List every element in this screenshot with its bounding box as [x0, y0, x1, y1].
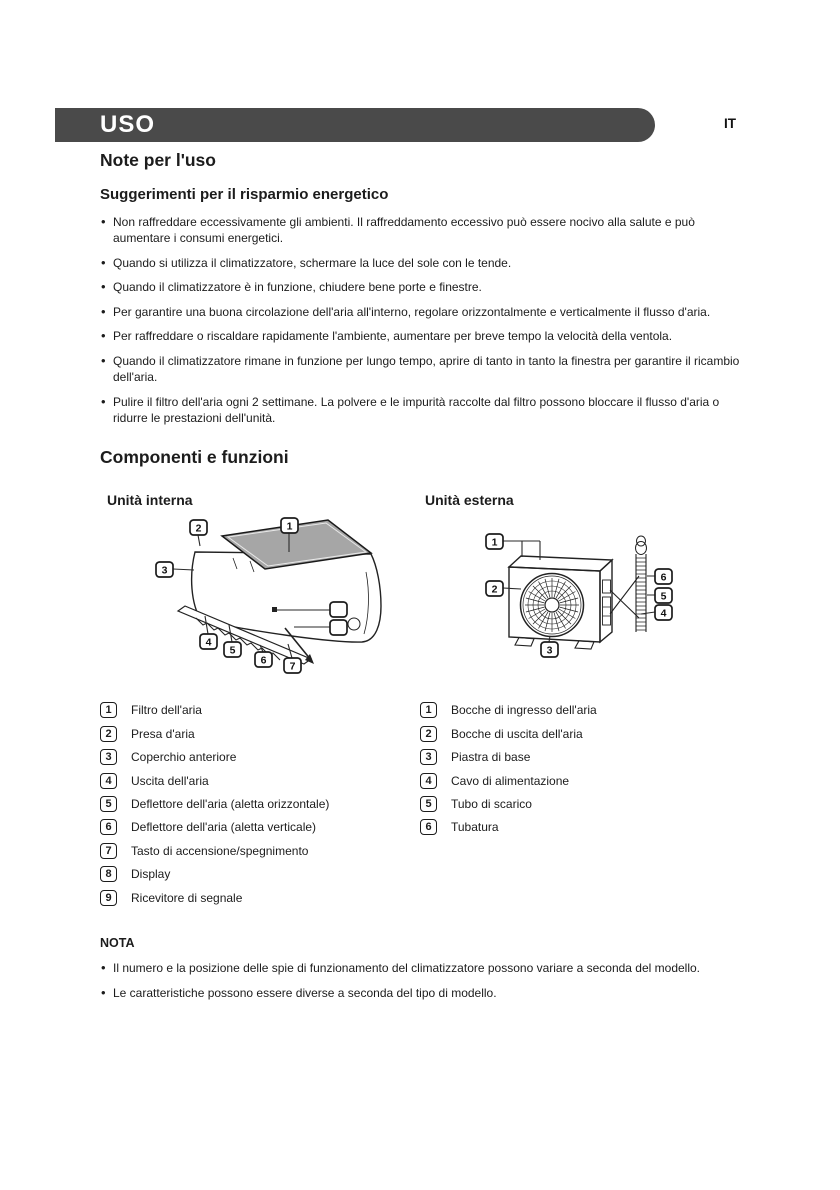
outdoor-front-face: [509, 567, 600, 642]
indoor-unit-drawing: [156, 518, 381, 673]
indoor-callout-6: [255, 652, 272, 667]
legend-num: 4: [420, 773, 437, 789]
outdoor-callout-1: [486, 534, 503, 549]
svg-text:6: 6: [260, 654, 267, 667]
legend-label: Tasto di accensione/spegnimento: [131, 843, 309, 858]
legend-num: 8: [100, 866, 117, 882]
outdoor-callout-4: [655, 605, 672, 620]
indoor-callout-2: [190, 520, 207, 535]
outdoor-unit-diagram: [422, 512, 692, 672]
legend-num: 7: [100, 843, 117, 859]
outdoor-foot: [515, 637, 534, 646]
legend-item: [100, 839, 420, 862]
tip-item: • Quando si utilizza il climatizzatore, schermare la luce del sole con le tende.: [100, 255, 752, 271]
svg-text:5: 5: [660, 590, 667, 603]
page-content: [100, 150, 752, 1009]
legend-label: Bocche di uscita dell'aria: [451, 726, 583, 741]
legend-item: [100, 699, 420, 722]
svg-text:2: 2: [195, 522, 202, 535]
note-list: [100, 960, 752, 1001]
legend-num: 2: [420, 726, 437, 742]
components-heading: Componenti e funzioni: [100, 446, 289, 467]
pipe-corrugated: [636, 536, 647, 632]
outdoor-legend: [420, 699, 752, 910]
outdoor-unit-heading: Unità esterna: [425, 491, 514, 508]
notes-heading: Note per l'uso: [100, 150, 216, 170]
legend-label: Ricevitore di segnale: [131, 890, 243, 905]
legend-label: Piastra di base: [451, 750, 531, 765]
legend-label: Bocche di ingresso dell'aria: [451, 703, 597, 718]
legend-label: Deflettore dell'aria (aletta orizzontale): [131, 797, 330, 812]
svg-text:7: 7: [289, 660, 296, 673]
indoor-callout-blank-bottom: [330, 620, 347, 635]
legend-num: 3: [100, 749, 117, 765]
tip-item: • Quando il climatizzatore è in funzione, chiudere bene porte e finestre.: [100, 279, 752, 295]
legend-item: [420, 816, 752, 839]
legend-num: 5: [420, 796, 437, 812]
fan-grille: [521, 573, 584, 636]
legend-label: Deflettore dell'aria (aletta verticale): [131, 820, 317, 835]
outdoor-callout-6: [655, 569, 672, 584]
tip-item: • Quando il climatizzatore rimane in funzione per lungo tempo, aprire di tanto in tanto la finestra per garantire il ricambio dell'aria.: [100, 353, 752, 385]
svg-text:4: 4: [660, 607, 667, 620]
indoor-callout-3: [156, 562, 173, 577]
section-banner: [55, 108, 655, 142]
indoor-unit-diagram: [138, 512, 388, 684]
indoor-legend: [100, 699, 420, 910]
legend-num: 2: [100, 726, 117, 742]
outdoor-unit-column: [420, 492, 752, 689]
legend-item: [420, 699, 752, 722]
legend-item: [420, 769, 752, 792]
indoor-callout-7: [284, 658, 301, 673]
indoor-callout-blank-top: [330, 602, 347, 617]
indoor-callout-4: [200, 634, 217, 649]
svg-text:6: 6: [660, 571, 667, 584]
indoor-unit-heading: Unità interna: [107, 491, 193, 508]
legend-num: 1: [420, 702, 437, 718]
legend-item: [100, 769, 420, 792]
outdoor-callout-3: [541, 642, 558, 657]
legend-item: [100, 863, 420, 886]
note-item: • Il numero e la posizione delle spie di funzionamento del climatizzatore possono variare a seconda del modello.: [100, 960, 752, 976]
legend-item: [100, 746, 420, 769]
indoor-callout-5: [224, 642, 241, 657]
section-banner-title: USO: [100, 111, 156, 138]
legend-label: Tubatura: [451, 820, 499, 835]
tip-item: • Pulire il filtro dell'aria ogni 2 settimane. La polvere e le impurità raccolte dal filtro possono bloccare il flusso d'aria o ridurre le prestazioni dell'unità.: [100, 394, 752, 426]
svg-text:3: 3: [546, 644, 553, 657]
outdoor-callout-2: [486, 581, 503, 596]
unit-diagrams-row: [100, 492, 752, 689]
tip-item: • Per raffreddare o riscaldare rapidamente l'ambiente, aumentare per breve tempo la velocità della ventola.: [100, 328, 752, 344]
legend-num: 6: [420, 819, 437, 835]
power-button-dot: [272, 607, 277, 612]
note-item: • Le caratteristiche possono essere diverse a seconda del tipo di modello.: [100, 985, 752, 1001]
legend-label: Presa d'aria: [131, 726, 195, 741]
language-tag: IT: [724, 116, 736, 131]
outdoor-unit-drawing: [486, 534, 672, 657]
tips-list: [100, 214, 752, 426]
legend-item: [100, 792, 420, 815]
legend-label: Coperchio anteriore: [131, 750, 237, 765]
outdoor-callout-5: [655, 588, 672, 603]
legend-item: [100, 886, 420, 909]
legend-num: 9: [100, 890, 117, 906]
svg-text:2: 2: [491, 583, 498, 596]
legend-num: 6: [100, 819, 117, 835]
note-block: [100, 936, 752, 1001]
power-cable: [610, 576, 639, 618]
legend-item: [420, 746, 752, 769]
legend-label: Uscita dell'aria: [131, 773, 209, 788]
legends-row: [100, 699, 752, 910]
legend-item: [420, 792, 752, 815]
outdoor-foot: [575, 641, 594, 649]
svg-text:5: 5: [229, 644, 236, 657]
legend-label: Filtro dell'aria: [131, 703, 202, 718]
svg-text:1: 1: [286, 520, 293, 533]
legend-label: Tubo di scarico: [451, 797, 532, 812]
note-heading: NOTA: [100, 936, 135, 951]
svg-text:3: 3: [161, 564, 168, 577]
tip-item: • Per garantire una buona circolazione dell'aria all'interno, regolare orizzontalmente e verticalmente il flusso d'aria.: [100, 304, 752, 320]
legend-item: [420, 722, 752, 745]
legend-num: 5: [100, 796, 117, 812]
legend-label: Display: [131, 867, 171, 882]
legend-item: [100, 816, 420, 839]
legend-num: 3: [420, 749, 437, 765]
legend-item: [100, 722, 420, 745]
legend-label: Cavo di alimentazione: [451, 773, 570, 788]
indoor-callout-1: [281, 518, 298, 533]
tips-heading: Suggerimenti per il risparmio energetico: [100, 186, 389, 203]
svg-text:1: 1: [491, 536, 498, 549]
svg-text:4: 4: [205, 636, 212, 649]
legend-num: 1: [100, 702, 117, 718]
legend-num: 4: [100, 773, 117, 789]
tip-item: • Non raffreddare eccessivamente gli ambienti. Il raffreddamento eccessivo può essere nocivo alla salute e può aumentare i consumi energetici.: [100, 214, 752, 246]
indoor-unit-column: [100, 492, 420, 689]
